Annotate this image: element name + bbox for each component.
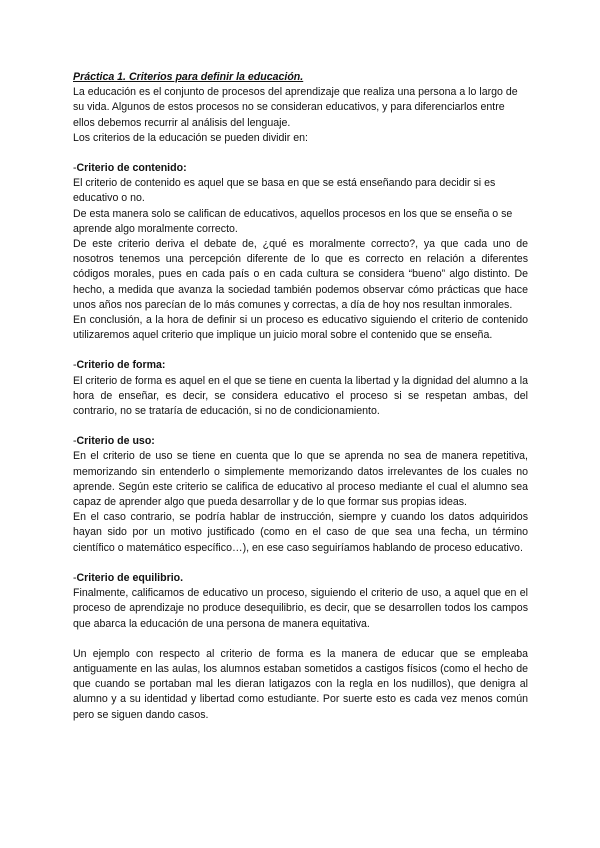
section-paragraph: De este criterio deriva el debate de, ¿qué es moralmente correcto?, ya que cada uno de nosotros tenemos una percepción diferente de lo que es correcto en relación a diferentes códigos morales, pues en cada país o en cada cultura se considera “bueno” algo distinto. De hecho, a medida que avanza la sociedad también podemos observar cómo prácticas que hace unos años nos parecían de lo más comunes y correctas, a día de hoy nos resultan inmorales.	[73, 238, 528, 311]
document-page	[73, 70, 528, 723]
spacer	[73, 146, 528, 161]
heading-dash: -	[73, 571, 77, 584]
spacer	[73, 419, 528, 434]
section-heading	[73, 571, 528, 586]
section-paragraph: De esta manera solo se califican de educativos, aquellos procesos en los que se enseña o se aprende algo moralmente correcto.	[73, 207, 513, 235]
section-heading-label: Criterio de contenido:	[76, 162, 187, 175]
section-paragraph: Finalmente, calificamos de educativo un proceso, siguiendo el criterio de uso, a aquel que en el proceso de aprendizaje no produce desequilibrio, es decir, que se desarrollen todos los campos que abarca la educación de una persona de manera equitativa.	[73, 587, 528, 630]
section-heading-label: Criterio de uso:	[76, 435, 155, 448]
spacer	[73, 556, 528, 571]
page-title: Práctica 1. Criterios para definir la educación.	[73, 71, 304, 83]
section-paragraph: El criterio de contenido es aquel que se basa en que se está enseñando para decidir si es educativo o no.	[73, 177, 496, 205]
closing-paragraph: Un ejemplo con respecto al criterio de forma es la manera de educar que se empleaba antiguamente en las aulas, los alumnos estaban sometidos a castigos físicos (como el hecho de que cuando se portaban mal les dieran latigazos con la regla en los nudillos), que denigra al alumno y a su identidad y libertad como estudiante. Por suerte esto es cada vez menos común pero se siguen dando casos.	[73, 647, 528, 721]
section-heading-label: Criterio de equilibrio.	[76, 571, 184, 584]
intro-paragraph: Los criterios de la educación se pueden dividir en:	[73, 131, 308, 144]
heading-dash: -	[73, 359, 77, 372]
section-paragraph: En el criterio de uso se tiene en cuenta que lo que se aprenda no sea de manera repetitiva, memorizando sin entenderlo o simplemente memorizando datos irrelevantes de los cuales no aprende. Según este criterio se califica de educativo al proceso mediante el cual el alumno sea capaz de aprender algo que pueda desarrollar y de lo que formar sus propias ideas.	[73, 450, 528, 509]
section-heading	[73, 358, 528, 373]
intro-paragraph: La educación es el conjunto de procesos del aprendizaje que realiza una persona a lo largo de su vida. Algunos de estos procesos no se consideran educativos, y para diferenciarlos entre ellos debemos recurrir al análisis del lenguaje.	[73, 86, 518, 129]
spacer	[73, 632, 528, 647]
spacer	[73, 343, 528, 358]
section-paragraph: En el caso contrario, se podría hablar de instrucción, siempre y cuando los datos adquiridos hayan sido por un motivo justificado (como en el caso de que sea una fecha, un término científico o matemático específico…), en ese caso seguiríamos hablando de proceso educativo.	[73, 511, 528, 554]
section-heading-label: Criterio de forma:	[76, 359, 166, 372]
section-heading	[73, 434, 528, 449]
heading-dash: -	[73, 162, 77, 175]
section-paragraph: El criterio de forma es aquel en el que se tiene en cuenta la libertad y la dignidad del alumno a la hora de enseñar, es decir, se considera educativo el proceso si se respetan ambas, del contrario, no se trataría de educación, si no de condicionamiento.	[73, 374, 528, 418]
section-paragraph: En conclusión, a la hora de definir si un proceso es educativo siguiendo el criterio de contenido utilizaremos aquel criterio que implique un juicio moral sobre el contenido que se enseña.	[73, 314, 528, 342]
section-heading	[73, 161, 528, 176]
heading-dash: -	[73, 435, 77, 448]
